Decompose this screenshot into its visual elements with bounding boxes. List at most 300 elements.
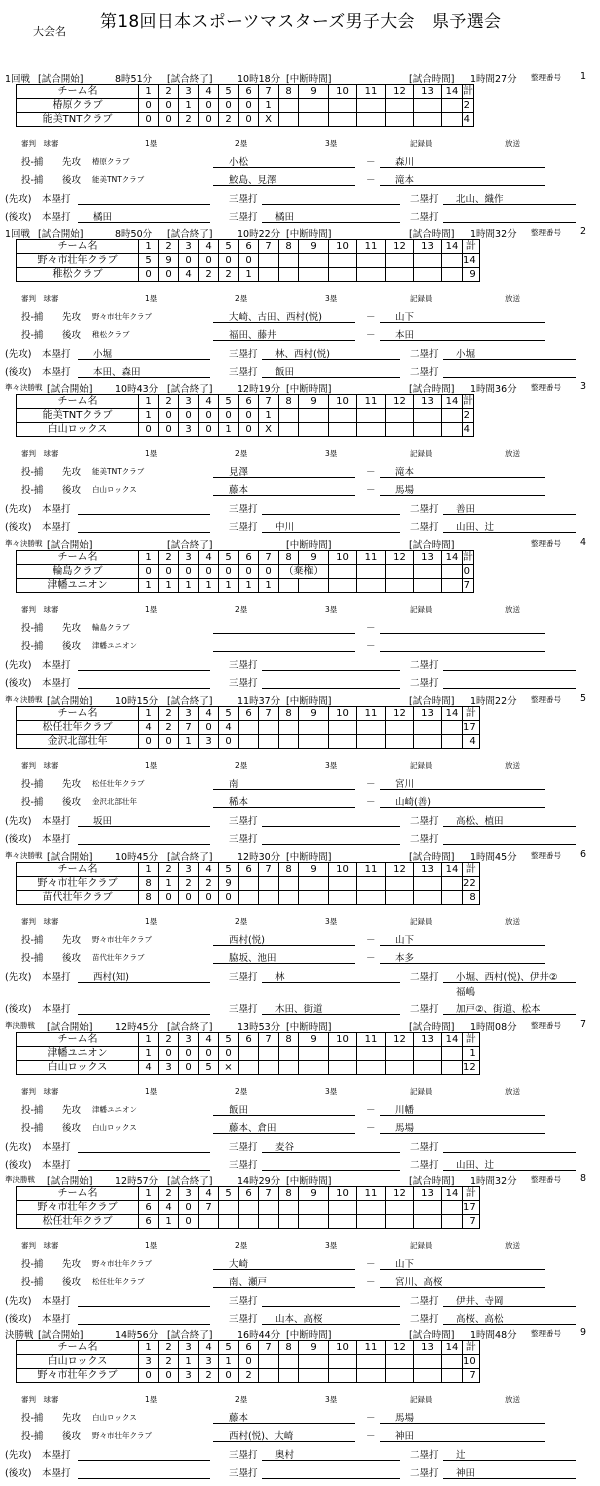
team-name-header: チーム名 xyxy=(17,1341,139,1355)
triple-players: 飯田 xyxy=(275,367,295,378)
score-header-row xyxy=(17,1187,480,1201)
inning-score xyxy=(414,1201,442,1215)
triple-label: 三塁打 xyxy=(229,212,258,223)
total-header: 計 xyxy=(463,1187,480,1201)
attack-row-label: (後攻) xyxy=(5,1468,32,1479)
seq-number: 8 xyxy=(580,1173,587,1184)
inning-header: 13 xyxy=(414,863,442,877)
inning-score xyxy=(386,565,414,579)
pitchers-underline xyxy=(213,1287,355,1288)
catchers-underline xyxy=(380,185,545,186)
inning-score: 3 xyxy=(179,1369,199,1383)
triple-players: 麦谷 xyxy=(275,1142,295,1153)
umpire-label: 審判 球審 xyxy=(21,1241,59,1250)
inning-score: 0 xyxy=(199,1047,219,1061)
inning-score xyxy=(414,579,442,593)
inning-header: 10 xyxy=(329,85,357,99)
battery-label: 投-捕 xyxy=(21,485,44,496)
hr-underline xyxy=(78,514,210,515)
battery-label: 投-捕 xyxy=(21,1105,44,1116)
triple-players: 中川 xyxy=(275,522,295,533)
inning-score: 0 xyxy=(239,99,259,113)
pitchers-underline xyxy=(213,322,355,323)
game-2 xyxy=(0,225,600,385)
inning-score: 0 xyxy=(179,254,199,268)
pitchers: 稀本 xyxy=(229,797,249,808)
triple-label: 三塁打 xyxy=(229,660,258,671)
attack-order: 後攻 xyxy=(62,797,82,808)
team-total: 4 xyxy=(463,113,474,127)
base2-label: 2塁 xyxy=(235,139,248,148)
inning-score xyxy=(239,891,259,905)
inning-score: 0 xyxy=(179,1061,199,1075)
broadcast-label: 放送 xyxy=(505,917,520,926)
hr-label: 本塁打 xyxy=(42,1314,71,1325)
inning-header: 14 xyxy=(442,707,463,721)
total-header: 計 xyxy=(463,552,473,563)
start-label: [試合開始] xyxy=(47,696,93,707)
inning-header: 2 xyxy=(159,1187,179,1201)
catchers: 滝本 xyxy=(395,175,415,186)
team-row xyxy=(17,423,474,437)
catchers: 馬場 xyxy=(395,1123,415,1134)
inning-score xyxy=(259,1215,279,1229)
game-9 xyxy=(0,1326,600,1486)
battery-team: 松任壮年クラブ xyxy=(92,1277,145,1286)
team-row xyxy=(17,1369,480,1383)
triple-players: 木田、街道 xyxy=(275,1004,323,1015)
battery-dash: － xyxy=(366,1123,376,1134)
triple-label: 三塁打 xyxy=(229,1142,258,1153)
double-players: 善田 xyxy=(456,504,476,515)
team-total: 4 xyxy=(463,423,474,437)
double-label: 二塁打 xyxy=(410,212,439,223)
double-underline xyxy=(443,1170,576,1171)
attack-order: 先攻 xyxy=(62,779,82,790)
total-header: 計 xyxy=(463,240,480,254)
base1-label: 1塁 xyxy=(145,761,158,770)
inning-header: 7 xyxy=(259,240,279,254)
score-header-row xyxy=(17,85,474,99)
catchers: 神田 xyxy=(395,1431,415,1442)
end-time: 10時18分 xyxy=(237,74,281,85)
inning-header: 4 xyxy=(199,85,219,99)
broadcast-label: 放送 xyxy=(505,1241,520,1250)
catchers: 馬場 xyxy=(395,485,415,496)
inning-header: 13 xyxy=(414,240,442,254)
inning-score: 4 xyxy=(179,268,199,282)
double-label: 二塁打 xyxy=(410,816,439,827)
recorder-label: 記録員 xyxy=(410,294,433,303)
triple-underline xyxy=(262,1324,400,1325)
team-row xyxy=(17,1201,480,1215)
inning-score xyxy=(279,721,299,735)
team-name: 野々市壮年クラブ xyxy=(17,877,139,891)
pitchers-underline xyxy=(213,167,355,168)
hr-underline xyxy=(78,1014,210,1015)
inning-header: 9 xyxy=(299,707,329,721)
inning-score xyxy=(199,1215,219,1229)
team-name: 金沢北部壮年 xyxy=(17,735,139,749)
double-players: 小堀 xyxy=(456,349,476,360)
hr-label: 本塁打 xyxy=(42,1450,71,1461)
inning-header: 12 xyxy=(386,240,414,254)
inning-score: 9 xyxy=(159,254,179,268)
attack-row-label: (後攻) xyxy=(5,367,32,378)
end-time: 13時53分 xyxy=(237,1022,281,1033)
start-label: [試合開始] xyxy=(47,384,93,395)
inning-score: 0 xyxy=(199,254,219,268)
inning-score xyxy=(414,735,442,749)
base1-label: 1塁 xyxy=(145,1395,158,1404)
inning-score xyxy=(299,721,329,735)
inning-header: 1 xyxy=(139,863,159,877)
end-time: 14時29分 xyxy=(237,1176,281,1187)
total-header: 計 xyxy=(463,1033,480,1047)
game-header xyxy=(0,1172,600,1186)
inning-score: 0 xyxy=(199,721,219,735)
inning-header: 8 xyxy=(279,707,299,721)
inning-score: 0 xyxy=(219,1047,239,1061)
interrupt-label: [中断時間] xyxy=(286,1176,332,1187)
inning-score xyxy=(259,1047,279,1061)
end-time: 12時30分 xyxy=(237,852,281,863)
catchers: 山崎(善) xyxy=(395,797,431,808)
catchers-underline xyxy=(380,1441,545,1442)
inning-score xyxy=(357,891,386,905)
total-header: 計 xyxy=(463,396,473,407)
inning-header: 2 xyxy=(159,1341,179,1355)
inning-score: 0 xyxy=(139,99,159,113)
team-name: 白山ロックス xyxy=(17,1061,139,1075)
inning-header: 8 xyxy=(279,395,299,409)
broadcast-label: 放送 xyxy=(505,1395,520,1404)
catchers: 本多 xyxy=(395,953,415,964)
seq-label: 整理番号 xyxy=(531,228,561,237)
score-header-row xyxy=(17,707,480,721)
inning-score xyxy=(299,99,329,113)
inning-header: 8 xyxy=(279,551,299,565)
pitchers-underline xyxy=(213,963,355,964)
team-row xyxy=(17,1061,480,1075)
double-players: 山田、辻 xyxy=(456,522,495,533)
catchers-underline xyxy=(380,1423,545,1424)
inning-header: 10 xyxy=(329,1033,357,1047)
duration-label: [試合時間] xyxy=(409,384,455,395)
inning-score: 1 xyxy=(179,735,199,749)
base1-label: 1塁 xyxy=(145,139,158,148)
hr-players: 坂田 xyxy=(93,816,113,827)
double-underline xyxy=(443,670,576,671)
inning-score xyxy=(414,1355,442,1369)
inning-header: 4 xyxy=(199,1187,219,1201)
inning-score: 7 xyxy=(179,721,199,735)
inning-header: 11 xyxy=(357,1341,386,1355)
interrupt-label: [中断時間] xyxy=(286,1022,332,1033)
pitchers: 小松 xyxy=(229,157,249,168)
battery-team: 野々市壮年クラブ xyxy=(92,935,152,944)
double-underline xyxy=(443,1460,576,1461)
inning-header: 3 xyxy=(179,395,199,409)
battery-label: 投-捕 xyxy=(21,1431,44,1442)
pitchers: 見澤 xyxy=(229,467,249,478)
attack-order: 後攻 xyxy=(62,485,82,496)
double-label: 二塁打 xyxy=(410,678,439,689)
pitchers: 福田、藤井 xyxy=(229,330,277,341)
inning-score xyxy=(414,113,442,127)
umpire-label: 審判 球審 xyxy=(21,139,59,148)
scoreboard xyxy=(16,394,474,437)
inning-score xyxy=(299,423,329,437)
team-name: 能美TNTクラブ xyxy=(17,113,139,127)
recorder-label: 記録員 xyxy=(410,449,433,458)
attack-order: 先攻 xyxy=(62,623,82,634)
inning-score xyxy=(414,1215,442,1229)
inning-score: 1 xyxy=(219,579,239,593)
pitchers-underline xyxy=(213,1115,355,1116)
end-label: [試合終了] xyxy=(167,1176,213,1187)
round-label: 1回戦 xyxy=(5,229,31,240)
double-players: 伊井、寺岡 xyxy=(456,1296,504,1307)
seq-number: 1 xyxy=(580,71,587,82)
inning-score xyxy=(414,877,442,891)
inning-score xyxy=(329,1047,357,1061)
inning-score: 3 xyxy=(199,735,219,749)
recorder-label: 記録員 xyxy=(410,917,433,926)
inning-header: 5 xyxy=(219,1033,239,1047)
inning-score xyxy=(239,721,259,735)
triple-players: 橘田 xyxy=(275,212,295,223)
team-name-header: チーム名 xyxy=(17,395,139,409)
inning-score xyxy=(299,735,329,749)
hr-underline xyxy=(78,670,210,671)
hr-label: 本塁打 xyxy=(42,349,71,360)
inning-score: 0 xyxy=(239,254,259,268)
duration-time: 1時間08分 xyxy=(470,1022,517,1033)
round-label: 準々決勝戦 xyxy=(5,539,43,548)
battery-team: 野々市壮年クラブ xyxy=(92,312,152,321)
inning-score: X xyxy=(259,113,279,127)
inning-score xyxy=(279,113,299,127)
double-underline xyxy=(443,1152,576,1153)
end-label: [試合終了] xyxy=(167,1330,213,1341)
scoreboard xyxy=(16,1186,480,1229)
triple-underline xyxy=(262,982,400,983)
forfeit-note: （棄権） xyxy=(279,565,329,579)
inning-score xyxy=(299,113,329,127)
inning-score xyxy=(386,1355,414,1369)
inning-score xyxy=(259,1061,279,1075)
inning-header: 4 xyxy=(199,551,219,565)
double-label: 二塁打 xyxy=(410,1160,439,1171)
inning-score: 1 xyxy=(159,1215,179,1229)
hr-label: 本塁打 xyxy=(42,816,71,827)
double-underline xyxy=(443,532,576,533)
end-label: [試合終了] xyxy=(167,696,213,707)
inning-header: 11 xyxy=(357,395,386,409)
inning-score xyxy=(386,1061,414,1075)
duration-label: [試合時間] xyxy=(409,696,455,707)
attack-order: 後攻 xyxy=(62,641,82,652)
team-row xyxy=(17,721,480,735)
inning-score: 0 xyxy=(139,423,159,437)
base3-label: 3塁 xyxy=(325,605,338,614)
inning-score: 0 xyxy=(179,565,199,579)
inning-score: 0 xyxy=(159,268,179,282)
inning-header: 8 xyxy=(279,1187,299,1201)
inning-score xyxy=(329,99,357,113)
triple-underline xyxy=(262,1014,400,1015)
inning-score: 2 xyxy=(159,1355,179,1369)
pitchers-underline xyxy=(213,807,355,808)
broadcast-label: 放送 xyxy=(505,1087,520,1096)
battery-dash: － xyxy=(366,1413,376,1424)
battery-team: 金沢北部壮年 xyxy=(92,797,137,806)
inning-score xyxy=(442,891,463,905)
catchers: 山下 xyxy=(395,1259,415,1270)
round-label: 準決勝戦 xyxy=(5,1021,35,1030)
seq-label: 整理番号 xyxy=(531,851,561,860)
pitchers: 藤本 xyxy=(229,1413,249,1424)
inning-score xyxy=(442,1201,463,1215)
inning-score: 0 xyxy=(159,565,179,579)
inning-score xyxy=(442,1355,463,1369)
triple-players: 林、西村(悦) xyxy=(275,349,330,360)
double-underline xyxy=(443,204,576,205)
inning-score xyxy=(279,1355,299,1369)
double-players: 高松、植田 xyxy=(456,816,504,827)
base3-label: 3塁 xyxy=(325,917,338,926)
inning-score xyxy=(279,423,299,437)
seq-label: 整理番号 xyxy=(531,383,561,392)
inning-score xyxy=(414,423,442,437)
inning-header: 14 xyxy=(442,1341,463,1355)
seq-label: 整理番号 xyxy=(531,1175,561,1184)
pitchers-underline xyxy=(213,789,355,790)
inning-header: 1 xyxy=(139,85,159,99)
inning-header: 13 xyxy=(414,551,442,565)
base1-label: 1塁 xyxy=(145,1087,158,1096)
duration-time: 1時間27分 xyxy=(470,74,517,85)
inning-score xyxy=(299,1355,329,1369)
inning-score xyxy=(442,1047,463,1061)
inning-score: 1 xyxy=(219,1355,239,1369)
base2-label: 2塁 xyxy=(235,1395,248,1404)
team-total: 10 xyxy=(463,1355,480,1369)
inning-header: 13 xyxy=(414,395,442,409)
inning-score: 0 xyxy=(239,409,259,423)
battery-dash: － xyxy=(366,312,376,323)
catchers: 馬場 xyxy=(395,1413,415,1424)
inning-score: 2 xyxy=(159,721,179,735)
recorder-label: 記録員 xyxy=(410,139,433,148)
battery-label: 投-捕 xyxy=(21,641,44,652)
attack-row-label: (先攻) xyxy=(5,1142,32,1153)
team-total: 9 xyxy=(463,268,480,282)
hr-label: 本塁打 xyxy=(42,1296,71,1307)
inning-header: 7 xyxy=(259,1033,279,1047)
inning-score: 1 xyxy=(139,579,159,593)
inning-score: 0 xyxy=(199,891,219,905)
inning-score: 5 xyxy=(139,254,159,268)
triple-label: 三塁打 xyxy=(229,504,258,515)
base1-label: 1塁 xyxy=(145,605,158,614)
inning-score: 0 xyxy=(239,565,259,579)
scoreboard xyxy=(16,550,474,593)
battery-dash: － xyxy=(366,175,376,186)
base3-label: 3塁 xyxy=(325,294,338,303)
inning-score: 6 xyxy=(139,1201,159,1215)
inning-header: 12 xyxy=(386,1033,414,1047)
score-header-row xyxy=(17,1033,480,1047)
inning-header: 5 xyxy=(219,395,239,409)
base3-label: 3塁 xyxy=(325,139,338,148)
battery-dash: － xyxy=(366,797,376,808)
start-time: 10時15分 xyxy=(115,696,159,707)
inning-header: 7 xyxy=(259,85,279,99)
team-total: 0 xyxy=(463,565,474,579)
attack-row-label: (先攻) xyxy=(5,660,32,671)
battery-team: 白山ロックス xyxy=(92,485,137,494)
base3-label: 3塁 xyxy=(325,761,338,770)
inning-header: 4 xyxy=(199,1341,219,1355)
end-time: 11時37分 xyxy=(237,696,281,707)
inning-score: 1 xyxy=(159,877,179,891)
hr-underline xyxy=(78,826,210,827)
team-name: 輪島クラブ xyxy=(17,565,139,579)
inning-header: 6 xyxy=(239,1033,259,1047)
battery-dash: － xyxy=(366,1105,376,1116)
double-underline xyxy=(443,844,576,845)
inning-score: 8 xyxy=(139,891,159,905)
inning-score: 4 xyxy=(139,721,159,735)
triple-label: 三塁打 xyxy=(229,1296,258,1307)
triple-underline xyxy=(262,670,400,671)
double-players: 小堀、西村(悦)、伊井② xyxy=(456,972,558,983)
catchers-underline xyxy=(380,1269,545,1270)
inning-score xyxy=(442,268,463,282)
score-header-row xyxy=(17,240,480,254)
inning-score xyxy=(329,423,357,437)
inning-header: 3 xyxy=(179,85,199,99)
double-underline xyxy=(443,359,576,360)
inning-score xyxy=(386,721,414,735)
double-underline xyxy=(443,1306,576,1307)
inning-score xyxy=(357,423,386,437)
end-time: 10時22分 xyxy=(237,229,281,240)
pitchers: 大崎 xyxy=(229,1259,249,1270)
broadcast-label: 放送 xyxy=(505,139,520,148)
scoreboard xyxy=(16,84,474,127)
inning-score: 1 xyxy=(179,579,199,593)
inning-header: 2 xyxy=(159,240,179,254)
double-label: 二塁打 xyxy=(410,522,439,533)
inning-score xyxy=(386,1047,414,1061)
inning-score xyxy=(279,1061,299,1075)
inning-score xyxy=(414,721,442,735)
team-name: 野々市壮年クラブ xyxy=(17,1369,139,1383)
end-time: 12時19分 xyxy=(237,384,281,395)
inning-score: 3 xyxy=(199,1355,219,1369)
battery-team: 輪島クラブ xyxy=(92,623,130,632)
inning-score: 0 xyxy=(239,113,259,127)
triple-label: 三塁打 xyxy=(229,522,258,533)
battery-label: 投-捕 xyxy=(21,623,44,634)
inning-score: 0 xyxy=(159,409,179,423)
inning-score xyxy=(259,268,279,282)
duration-label: [試合時間] xyxy=(409,1022,455,1033)
inning-score: 4 xyxy=(159,1201,179,1215)
